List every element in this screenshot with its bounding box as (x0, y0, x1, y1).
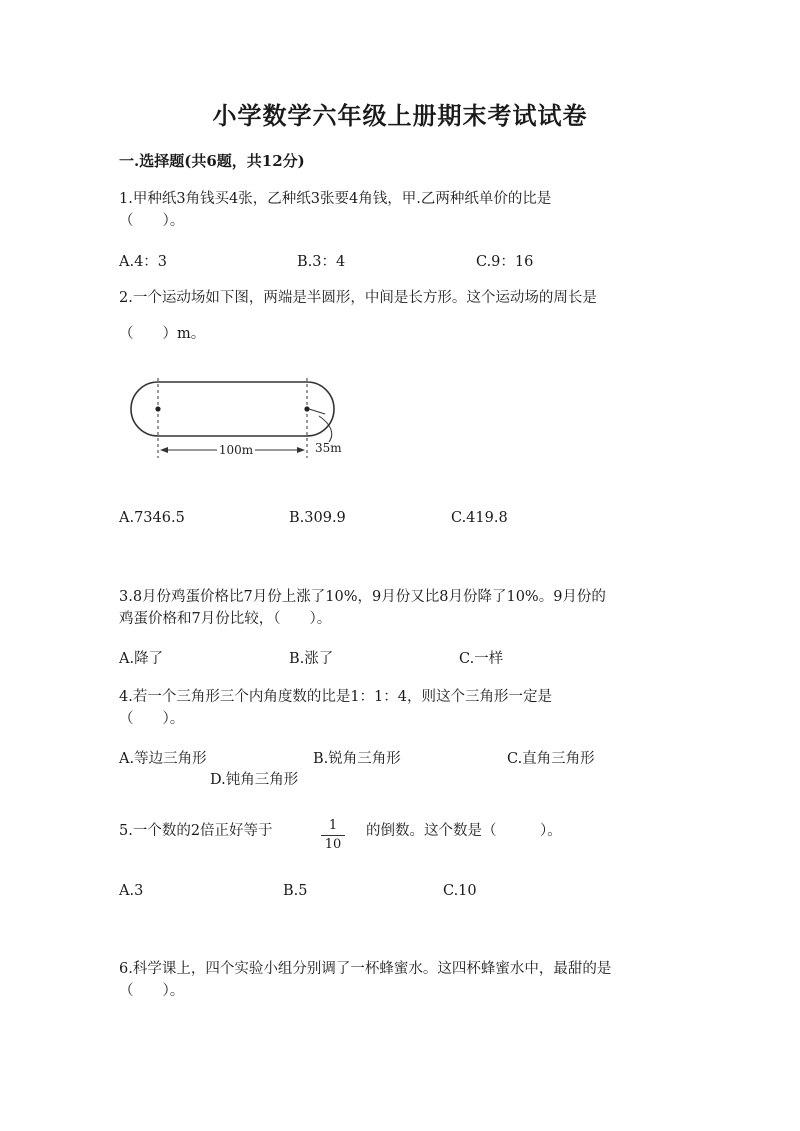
q3-option-b: B.涨了 (289, 651, 334, 667)
q2-option-a: A.7346.5 (119, 510, 185, 526)
q1-option-c: C.9：16 (476, 254, 534, 270)
question-1-line1: 1.甲种纸3角钱买4张，乙种纸3张要4角钱，甲.乙两种纸单价的比是 (119, 191, 552, 207)
q5-option-c: C.10 (443, 883, 477, 899)
question-1-line2: （ ）。 (119, 213, 185, 229)
question-1 (119, 188, 551, 232)
fraction-one-tenth (321, 818, 345, 853)
length-label: 100m (218, 443, 254, 457)
question-6-line1: 6.科学课上，四个实验小组分别调了一杯蜂蜜水。这四杯蜂蜜水中，最甜的是 (119, 961, 612, 977)
q3-option-a: A.降了 (119, 651, 164, 667)
exam-title: 小学数学六年级上册期末考试试卷 (212, 102, 588, 130)
q1-option-b: B.3：4 (297, 254, 346, 270)
question-5-before: 5.一个数的2倍正好等于 (119, 823, 273, 839)
question-5-after: 的倒数。这个数是（ ）。 (366, 823, 562, 839)
q2-option-c: C.419.8 (451, 510, 508, 526)
arrowhead-left (160, 447, 168, 453)
q4-option-b: B.锐角三角形 (313, 751, 401, 767)
right-center-dot (304, 406, 309, 411)
question-2-line2: （ ）m。 (119, 326, 206, 342)
track-figure (125, 372, 365, 464)
question-4 (119, 686, 552, 730)
left-center-dot (155, 406, 160, 411)
section-heading: 一.选择题(共6题，共12分) (119, 152, 305, 170)
question-4-line1: 4.若一个三角形三个内角度数的比是1：1：4，则这个三角形一定是 (119, 689, 553, 705)
q5-option-a: A.3 (119, 883, 144, 899)
fraction-bar (321, 835, 345, 836)
arrowhead-right (297, 447, 305, 453)
question-3-line1: 3.8月份鸡蛋价格比7月份上涨了10%，9月份又比8月份降了10%。9月份的 (119, 589, 606, 605)
radius-label: 35m (315, 441, 342, 455)
track-outline (131, 382, 334, 436)
question-3-line2: 鸡蛋价格和7月份比较，（ ）。 (119, 611, 332, 627)
q1-option-a: A.4：3 (119, 254, 168, 270)
question-6-line2: （ ）。 (119, 983, 185, 999)
q2-option-b: B.309.9 (289, 510, 346, 526)
question-6 (119, 958, 611, 1002)
q4-option-c: C.直角三角形 (507, 751, 595, 767)
q4-option-d: D.钝角三角形 (210, 772, 299, 788)
question-2-line1: 2.一个运动场如下图，两端是半圆形，中间是长方形。这个运动场的周长是 (119, 290, 597, 306)
radius-line (309, 409, 325, 414)
fraction-numerator: 1 (328, 818, 338, 833)
q3-option-c: C.一样 (459, 651, 504, 667)
fraction-denominator: 10 (324, 837, 342, 852)
question-3 (119, 586, 606, 630)
question-4-line2: （ ）。 (119, 711, 185, 727)
q4-option-a: A.等边三角形 (119, 751, 207, 767)
q5-option-b: B.5 (283, 883, 308, 899)
